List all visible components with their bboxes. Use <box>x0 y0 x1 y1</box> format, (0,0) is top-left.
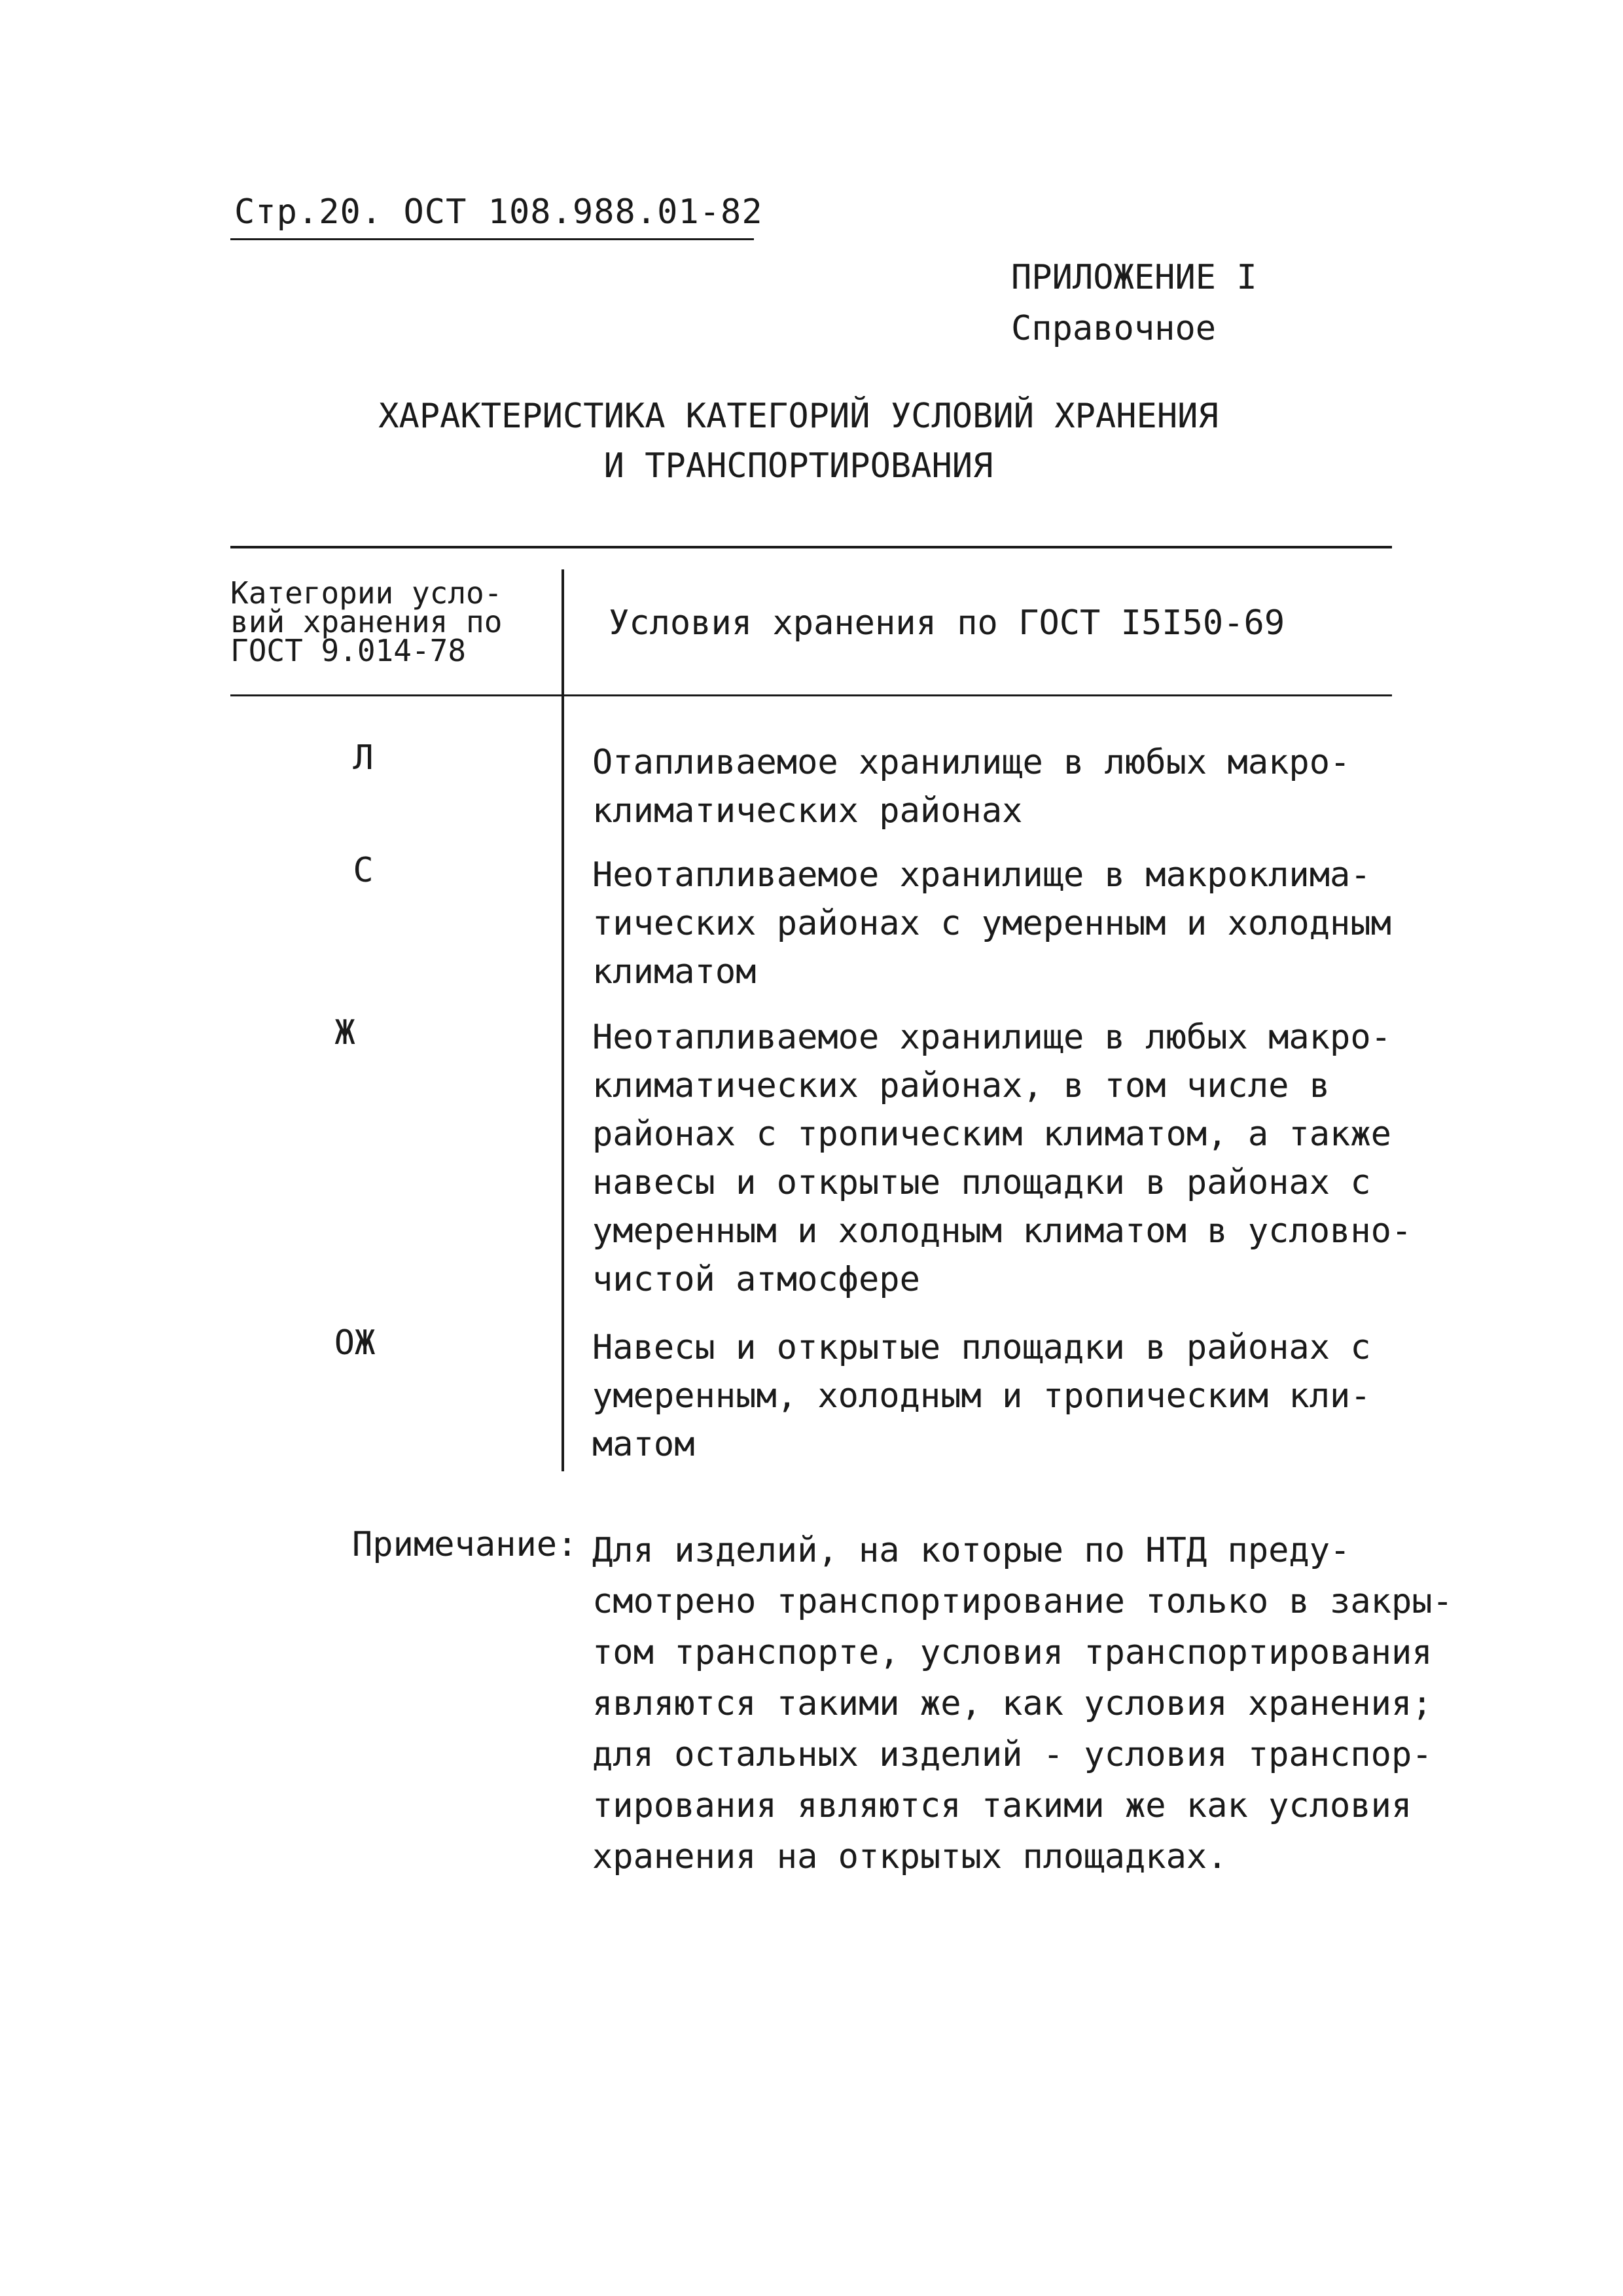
description-line: матом <box>592 1425 695 1464</box>
conditions-column-header: Условия хранения по ГОСТ I5I50-69 <box>609 603 1285 643</box>
category-code: С <box>353 851 374 890</box>
header-underline <box>230 238 754 240</box>
note-label: Примечание: <box>352 1525 578 1564</box>
document-title <box>196 391 1400 491</box>
category-code: Л <box>353 738 374 778</box>
description-line: тических районах с умеренным и холодным <box>592 904 1391 943</box>
description-line: умеренным и холодным климатом в условно- <box>592 1211 1412 1251</box>
header-line: вий хранения по <box>230 604 503 639</box>
category-column-header <box>230 575 544 668</box>
description-line: навесы и открытые площадки в районах с <box>592 1163 1371 1202</box>
appendix-type: Справочное <box>1011 309 1217 348</box>
title-line: И ТРАНСПОРТИРОВАНИЯ <box>603 446 993 486</box>
category-description <box>592 1013 1412 1304</box>
note-line: являются такими же, как условия хранения; <box>592 1684 1433 1723</box>
description-line: районах с тропическим климатом, а также <box>592 1115 1391 1154</box>
note-line: Для изделий, на которые по НТД преду- <box>592 1531 1351 1570</box>
title-line: ХАРАКТЕРИСТИКА КАТЕГОРИЙ УСЛОВИЙ ХРАНЕНИЯ <box>378 397 1219 436</box>
note-line: хранения на открытых площадках. <box>592 1837 1228 1876</box>
description-line: умеренным, холодным и тропическим кли- <box>592 1376 1371 1416</box>
category-description <box>592 851 1391 996</box>
description-line: климатических районах, в том числе в <box>592 1066 1330 1105</box>
note-line: тирования являются такими же как условия <box>592 1786 1412 1825</box>
page-reference: Стр.20. ОСТ 108.988.01-82 <box>234 192 763 232</box>
description-line: климатических районах <box>592 791 1023 831</box>
category-description <box>592 1323 1391 1469</box>
category-code: ОЖ <box>334 1323 376 1363</box>
header-line: ГОСТ 9.014-78 <box>230 633 467 668</box>
note-line: для остальных изделий - условия транспор- <box>592 1735 1433 1774</box>
description-line: чистой атмосфере <box>592 1260 920 1299</box>
table-header-rule <box>230 694 1392 696</box>
table-column-divider <box>562 569 564 1471</box>
description-line: Неотапливаемое хранилище в любых макро- <box>592 1018 1391 1057</box>
note-line: том транспорте, условия транспортирования <box>592 1633 1433 1672</box>
category-description <box>592 738 1391 835</box>
description-line: климатом <box>592 952 757 992</box>
description-line: Навесы и открытые площадки в районах с <box>592 1328 1371 1367</box>
appendix-label: ПРИЛОЖЕНИЕ I <box>1011 258 1257 297</box>
description-line: Отапливаемое хранилище в любых макро- <box>592 743 1351 782</box>
header-line: Категории усло- <box>230 575 503 611</box>
table-top-rule <box>230 546 1392 548</box>
note-line: смотрено транспортирование только в закры- <box>592 1582 1453 1621</box>
description-line: Неотапливаемое хранилище в макроклима- <box>592 855 1371 895</box>
category-code: Ж <box>334 1013 355 1052</box>
note-text <box>592 1525 1508 1882</box>
